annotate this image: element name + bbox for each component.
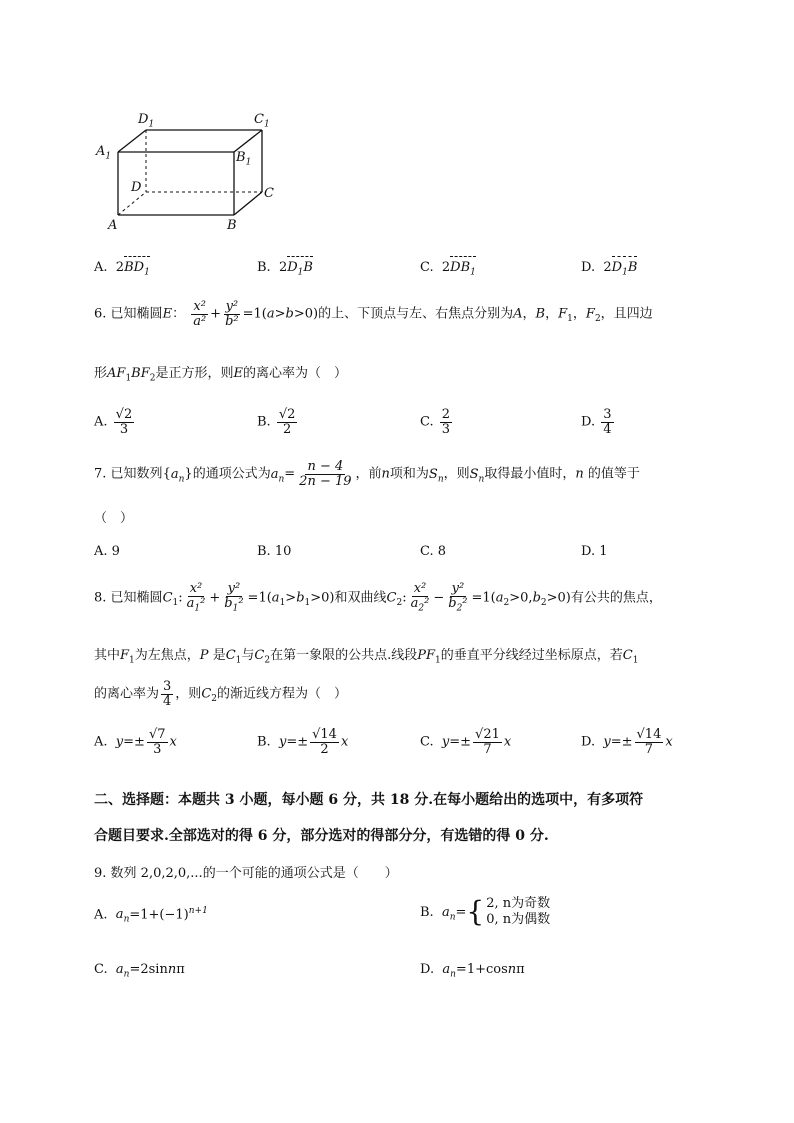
q7-stem-line1: 7. 已知数列$\{a_n\}$的通项公式为$a_n=$ $\frac{n - 4}{2n - 19}$ ，前n项和为$S_n$，则$S_n$取得最小值时，n 的值等于 (94, 459, 640, 489)
q6-option-b[interactable]: B. $\frac{√2}{2}$ (257, 407, 296, 437)
q5-option-a[interactable]: A. $2BD_1$ (94, 260, 150, 278)
section2-instructions-line2: 合题目要求.全部选对的得 6 分，部分选对的得部分分，有选错的得 0 分. (94, 828, 549, 844)
label-a: A (108, 218, 118, 233)
label-d: D (131, 180, 142, 195)
q8-stem-line3: 的离心率为 $\frac{3}{4}$ ，则$C_2$的渐近线方程为（ ） (94, 679, 348, 709)
q5-option-d[interactable]: D. $2D_1B$ (581, 260, 638, 278)
q6-option-a[interactable]: A. $\frac{√2}{3}$ (94, 407, 133, 437)
q5-option-b[interactable]: B. $2D_1B$ (257, 260, 313, 278)
section2-instructions-line1: 二、选择题：本题共 3 小题，每小题 6 分，共 18 分.在每小题给出的选项中，有多项符 (94, 792, 644, 808)
cuboid-drawing (94, 112, 284, 237)
q7-option-b[interactable]: B. 10 (257, 544, 292, 559)
q6-stem-line1: 6. 已知椭圆E： $\frac{\text{x²}}{\text{a²}}$ + $\frac{\text{y²}}{\text{b²}}$ =1(a>b>0)的上、下顶点与左、右焦点分别为A，B，$F_1$，$F_2$，且四边 (94, 299, 653, 329)
q7-option-d[interactable]: D. 1 (581, 544, 608, 559)
q9-option-b[interactable]: B. $a_n=${ 2, n为奇数 0, n为偶数 (420, 895, 551, 929)
label-c1: $C_1$ (254, 112, 270, 130)
q9-stem: 9. 数列 2,0,2,0,...的一个可能的通项公式是（ ） (94, 866, 398, 881)
q7-option-a[interactable]: A. 9 (94, 544, 120, 559)
q7-stem-line2: （ ） (94, 511, 134, 526)
label-d1: $D_1$ (138, 112, 155, 130)
label-b: B (227, 218, 237, 233)
q8-option-a[interactable]: A. y=± $\frac{√7}{3}$ x (94, 727, 177, 757)
label-b1: $B_1$ (236, 150, 252, 168)
q8-option-b[interactable]: B. y=± $\frac{√14}{2}$ x (257, 727, 349, 757)
cuboid-figure (94, 112, 284, 237)
q8-stem-line1: 8. 已知椭圆$C_1$: $\frac{\text{x²}}{a_1^2}$ + $\frac{\text{y²}}{b_1^2}$ $=1(a_1>b_1>0)$和双曲线$C_2$: $\frac{\text{x²}}{a_2^2}$ − $\frac{\text{y²}}{b_2^2}$ $=1(a_2>0,b_2>0)$有公共的焦点， (94, 581, 662, 614)
q9-option-d[interactable]: D. $a_n=1+\cos n\pi$ (420, 962, 525, 980)
q8-stem-line2: 其中$F_1$为左焦点，P 是$C_1$与$C_2$在第一象限的公共点.线段$PF_1$的垂直平分线经过坐标原点，若$C_1$ (94, 648, 639, 666)
label-c: C (264, 186, 274, 201)
label-a1: $A_1$ (96, 144, 112, 162)
q5-option-c[interactable]: C. $2DB_1$ (420, 260, 476, 278)
q9-option-c[interactable]: C. $a_n=2\sin n\pi$ (94, 962, 185, 980)
q6-stem-line2: 形$AF_1BF_2$是正方形，则E的离心率为（ ） (94, 366, 348, 384)
q7-option-c[interactable]: C. 8 (420, 544, 447, 559)
q8-option-c[interactable]: C. y=± $\frac{√21}{7}$ x (420, 727, 512, 757)
q9-option-a[interactable]: A. $a_n=1+(-1)^{n+1}$ (94, 906, 208, 925)
q6-option-c[interactable]: C. $\frac{2}{3}$ (420, 407, 451, 437)
q6-option-d[interactable]: D. $\frac{3}{4}$ (581, 407, 612, 437)
q8-option-d[interactable]: D. y=± $\frac{√14}{7}$ x (581, 727, 673, 757)
